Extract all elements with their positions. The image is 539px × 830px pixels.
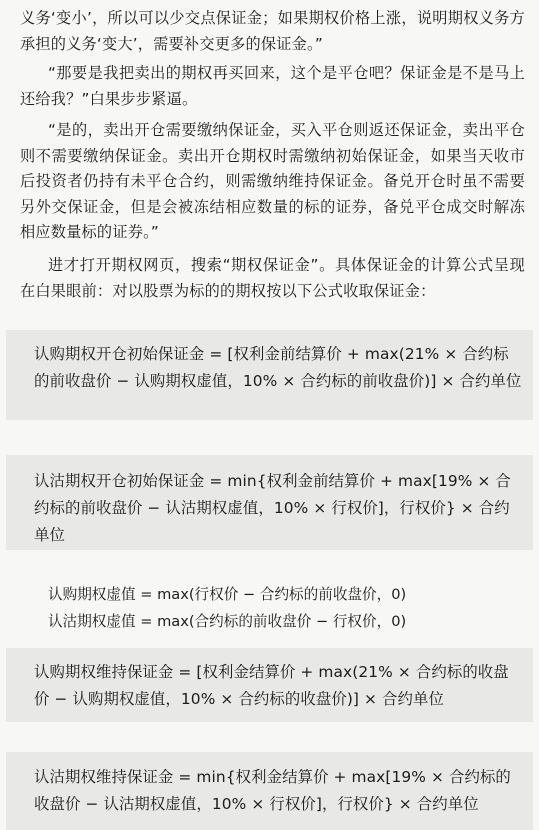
paragraph-4: 进才打开期权网页，搜索“期权保证金”。具体保证金的计算公式呈现在白果眼前：对以股票为标的的期权按以下公式收取保证金： bbox=[20, 256, 525, 300]
paragraph-1: 义务‘变小’，所以可以少交点保证金；如果期权价格上涨，说明期权义务方承担的义务‘变大’，需要补交更多的保证金。” bbox=[20, 9, 525, 53]
formula-put-maintenance: 认沽期权维持保证金 = min{权利金结算价 + max[19% × 合约标的收盘价 − 认沽期权虚值，10% × 行权价]，行权价} × 合约单位 bbox=[34, 768, 511, 813]
formula-call-initial: 认购期权开仓初始保证金 = [权利金前结算价 + max(21% × 合约标的前收盘价 − 认购期权虚值，10% × 合约标的前收盘价)] × 合约单位 bbox=[34, 345, 522, 390]
formula-put-otm: 认沽期权虚值 = max(合约标的前收盘价 − 行权价，0) bbox=[48, 613, 407, 630]
paragraph-2: “那要是我把卖出的期权再买回来，这个是平仓吧？保证金是不是马上还给我？”白果步步紧逼。 bbox=[20, 64, 525, 108]
formula-call-maintenance: 认购期权维持保证金 = [权利金结算价 + max(21% × 合约标的收盘价 − 认购期权虚值，10% × 合约标的收盘价)] × 合约单位 bbox=[34, 663, 509, 708]
formula-call-otm: 认购期权虚值 = max(行权价 − 合约标的前收盘价，0) bbox=[48, 586, 407, 603]
paragraph-3: “是的，卖出开仓需要缴纳保证金，买入平仓则返还保证金，卖出平仓则不需要缴纳保证金。卖出开仓期权时需缴纳初始保证金，如果当天收市后投资者仍持有未平仓合约，则需缴纳维持保证金。备兑开仓时虽不需要另外交保证金，但是会被冻结相应数量的标的证券，备兑平仓成交时解冻相应数量标的证券。” bbox=[20, 121, 525, 241]
formula-put-initial: 认沽期权开仓初始保证金 = min{权利金前结算价 + max[19% × 合约标的前收盘价 − 认沽期权虚值，10% × 行权价]，行权价} × 合约单位 bbox=[34, 472, 511, 544]
